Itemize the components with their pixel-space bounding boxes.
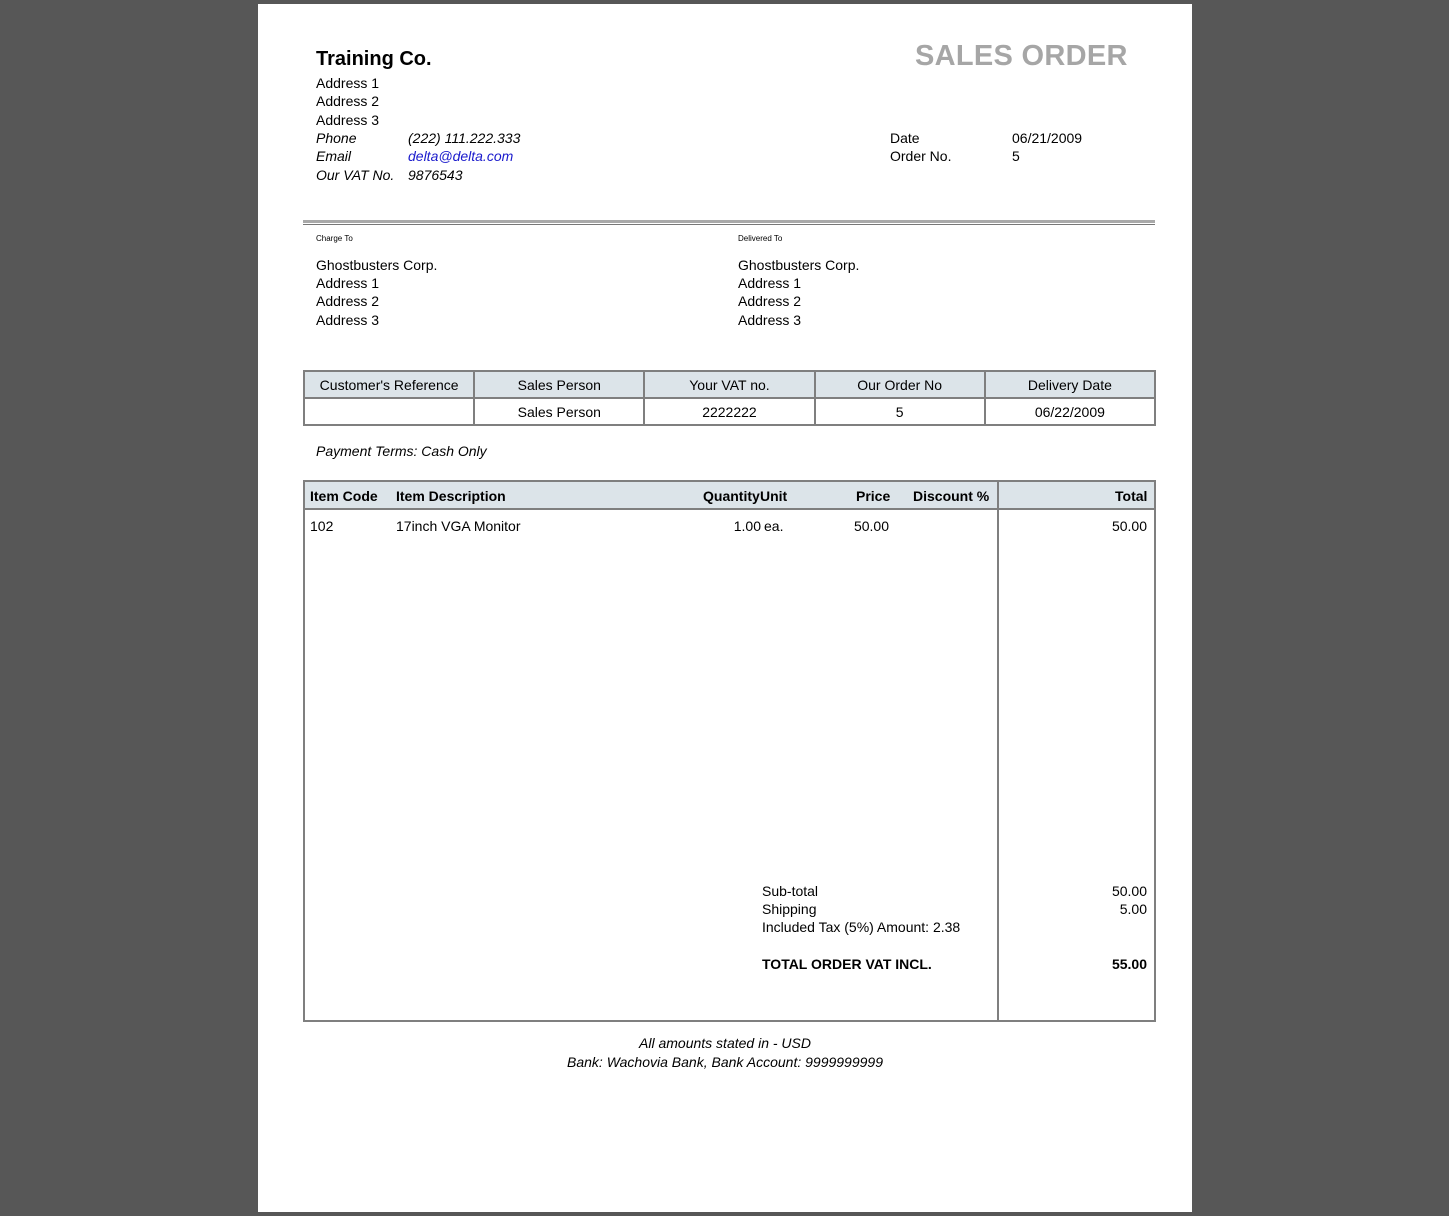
company-address-1: Address 1 <box>316 75 380 91</box>
order-no-label: Order No. <box>890 148 952 164</box>
items-header-row <box>305 482 1154 510</box>
header-total: Total <box>1115 488 1148 504</box>
date-value: 06/21/2009 <box>1012 130 1083 146</box>
charge-to-address-1: Address 1 <box>316 275 380 291</box>
currency-note: All amounts stated in - USD <box>639 1035 811 1051</box>
reference-table <box>303 370 1156 426</box>
header-price: Price <box>856 488 891 504</box>
ref-value-sales-person: Sales Person <box>474 398 644 425</box>
charge-to-address-3: Address 3 <box>316 312 380 328</box>
ref-header-delivery-date: Delivery Date <box>985 371 1155 398</box>
header-quantity: Quantity <box>703 488 760 504</box>
grand-total-label: TOTAL ORDER VAT INCL. <box>762 956 932 972</box>
bank-note: Bank: Wachovia Bank, Bank Account: 9999999999 <box>567 1054 883 1070</box>
section-divider <box>303 220 1155 225</box>
email-link[interactable]: delta@delta.com <box>408 148 514 164</box>
table-row <box>305 512 1154 532</box>
ref-header-customer-reference: Customer's Reference <box>304 371 474 398</box>
ref-header-our-order-no: Our Order No <box>815 371 985 398</box>
ref-value-delivery-date: 06/22/2009 <box>985 398 1155 425</box>
charge-to-name: Ghostbusters Corp. <box>316 257 438 273</box>
ref-value-your-vat: 2222222 <box>644 398 814 425</box>
ref-value-customer-reference <box>304 398 474 425</box>
vat-value: 9876543 <box>408 167 463 183</box>
header-item-description: Item Description <box>396 488 506 504</box>
delivered-to-address-3: Address 3 <box>738 312 802 328</box>
ref-header-sales-person: Sales Person <box>474 371 644 398</box>
company-address-3: Address 3 <box>316 112 380 128</box>
row-total: 50.00 <box>1111 518 1147 534</box>
delivered-to-address-2: Address 2 <box>738 293 802 309</box>
row-quantity: 1.00 <box>733 518 761 534</box>
date-label: Date <box>890 130 920 146</box>
charge-to-label: Charge To <box>316 234 353 243</box>
phone-label: Phone <box>316 130 357 146</box>
company-name: Training Co. <box>316 48 432 70</box>
tax-label: Included Tax (5%) Amount: 2.38 <box>762 919 961 935</box>
subtotal-value: 50.00 <box>1111 883 1147 899</box>
payment-terms: Payment Terms: Cash Only <box>316 443 487 459</box>
row-item-description: 17inch VGA Monitor <box>396 518 521 534</box>
delivered-to-name: Ghostbusters Corp. <box>738 257 860 273</box>
ref-value-our-order-no: 5 <box>815 398 985 425</box>
grand-total-value: 55.00 <box>1111 956 1147 972</box>
subtotal-label: Sub-total <box>762 883 819 899</box>
row-item-code: 102 <box>310 518 334 534</box>
email-label: Email <box>316 148 352 164</box>
shipping-label: Shipping <box>762 901 817 917</box>
total-column-divider <box>997 482 999 1020</box>
delivered-to-address-1: Address 1 <box>738 275 802 291</box>
row-unit: ea. <box>764 518 784 534</box>
reference-header-row <box>304 371 1155 398</box>
header-item-code: Item Code <box>310 488 378 504</box>
reference-value-row <box>304 398 1155 425</box>
ref-header-your-vat: Your VAT no. <box>644 371 814 398</box>
order-no-value: 5 <box>1012 148 1020 164</box>
document-page <box>258 4 1192 1212</box>
charge-to-address-2: Address 2 <box>316 293 380 309</box>
vat-label: Our VAT No. <box>316 167 395 183</box>
delivered-to-label: Delivered To <box>738 234 783 243</box>
row-price: 50.00 <box>853 518 889 534</box>
items-table <box>303 480 1156 1022</box>
company-address-2: Address 2 <box>316 93 380 109</box>
document-title: SALES ORDER <box>915 40 1128 72</box>
header-discount: Discount % <box>913 488 990 504</box>
phone-value: (222) 111.222.333 <box>408 130 521 146</box>
header-unit: Unit <box>760 488 788 504</box>
shipping-value: 5.00 <box>1119 901 1147 917</box>
